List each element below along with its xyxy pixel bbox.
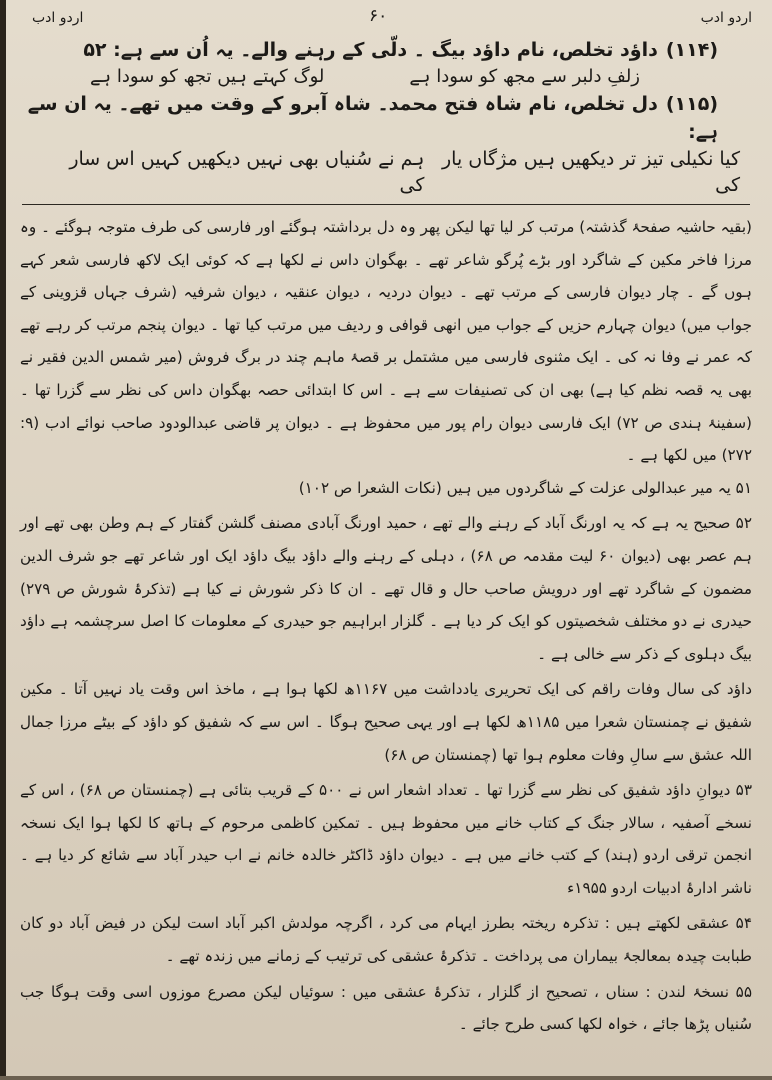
verse-couplet bbox=[14, 64, 758, 90]
footnote: ۵۱ یہ میر عبدالولی عزلت کے شاگردوں میں ہیں (نکات الشعرا ص ۱۰۲) bbox=[298, 478, 752, 497]
page-number: ۶۰ bbox=[369, 6, 388, 26]
page-header bbox=[14, 6, 758, 36]
entry-heading bbox=[14, 90, 718, 146]
footnote: (بقیہ حاشیہ صفحۂ گذشتہ) مرتب کر لیا تھا لیکن پھر وہ دل برداشتہ ہوگئے اور فارسی کی طرف متوجہ ہوگئے ۔ وہ مرزا فاخر مکین کے شاگرد اور بڑے پُرگو شاعر تھے ۔ بھگوان داس نے لکھا ہے کہ کوئی ایک لاکھ فارسی شعر کہے ہوں گے ۔ چار دیوان فارسی کے مرتب تھے ۔ دیوان دردیہ ، دیوان عنقیہ ، دیوان شرفیہ (شرف جہاں قزوینی کے جواب میں) دیوان چہارم حزیں کے جواب میں انھی قوافی و ردیف میں مرتب کیا تھا ۔ دیوان پنجم مرتب کر رہے تھے کہ عمر نے وفا نہ کی ۔ ایک مثنوی فارسی میں مشتمل بر قصۂ ماہم چند در برگ فروش (میر شمس الدین فقیر نے بھی یہ قصہ نظم کیا ہے) بھی ان کی تصنیفات سے ہے ۔ اس کا ابتدائی حصہ بھگوان داس کی نظر سے گزرا تھا ۔ (سفینۂ ہندی ص ۷۲) ایک فارسی دیوان رام پور میں محفوظ ہے ۔ دیوان پر قاضی عبدالودود صاحب نوائے ادب (۹: ۲۷۲) میں لکھا ہے ۔ bbox=[20, 218, 752, 465]
footnote: ۵۳ دیوانِ داؤد شفیق کی نظر سے گزرا تھا ۔ تعداد اشعار اس نے ۵۰۰ کے قریب بتائی ہے (چمنستان ص ۶۸) ، اس کے نسخے آصفیہ ، سالار جنگ کے کتاب خانے میں محفوظ ہیں ۔ تمکین کاظمی مرحوم کے ہاتھ کا لکھا ہوا ایک نسخہ انجمن ترقی اردو (ہند) کے کتب خانے میں ہے ۔ دیوان داؤد ڈاکٹر خالدہ خانم نے اب حیدر آباد سے شائع کر دیا ہے ۔ ناشر ادارۂ ادبیات اردو ۱۹۵۵ء bbox=[20, 781, 752, 897]
footnote: ۵۴ عشقی لکھتے ہیں : تذکرہ ریختہ بطرز ایہام می کرد ، اگرچہ مولدش اکبر آباد است لیکن در فیض آباد دو کان طبابت چیدہ بمعالجۂ بیماران می پرداخت ۔ تذکرۂ عشقی کی ترتیب کے زمانے میں زندہ تھے ۔ bbox=[20, 914, 752, 966]
footnote-divider bbox=[22, 204, 750, 205]
journal-title: اردو ادب bbox=[700, 10, 752, 26]
verse-line: زلفِ دلبر سے مجھ کو سودا ہے bbox=[409, 66, 640, 87]
entry-number: (۱۱۴) bbox=[665, 39, 718, 61]
footnote: ۵۵ نسخۂ لندن : سناں ، تصحیح از گلزار ، تذکرۂ عشقی میں : سوئیاں لیکن مصرع موزوں اسی وقت ہوگا جب سُنیاں پڑھا جائے ، خواہ لکھا کسی طرح جائے ۔ bbox=[20, 982, 752, 1034]
verse-line: کیا نکیلی تیز تر دیکھیں ہیں مژگاں یار کی bbox=[442, 148, 740, 196]
entry-text: دل تخلص، نام شاہ فتح محمد۔ شاہ آبرو کے وقت میں تھے۔ یہ ان سے ہے: bbox=[27, 93, 718, 143]
footnotes bbox=[14, 211, 758, 1041]
verse-line: لوگ کہتے ہیں تجھ کو سودا ہے bbox=[90, 66, 325, 87]
entry-heading bbox=[14, 36, 718, 64]
entry-text: داؤد تخلص، نام داؤد بیگ ۔ دلّی کے رہنے والے۔ یہ اُن سے ہے: ۵۲ bbox=[83, 39, 658, 61]
entry-number: (۱۱۵) bbox=[665, 93, 718, 115]
footnote: داؤد کی سال وفات راقم کی ایک تحریری یادداشت میں ۱۱۶۷ھ لکھا ہوا ہے ، ماخذ اس وقت یاد نہیں آتا ۔ مکین شفیق نے چمنستان شعرا میں ۱۱۸۵ھ لکھا ہے اور یہی صحیح ہوگا ۔ اس سے کہ شفیق کو داؤد کے بیٹے مرزا جمال اللہ عشق سے سالِ وفات معلوم ہوا تھا (چمنستان ص ۶۸) bbox=[20, 680, 752, 764]
journal-code: اردو ادب bbox=[32, 10, 84, 26]
verse-line: ہم نے سُنیاں بھی نہیں دیکھیں کہیں اس سار کی bbox=[69, 148, 425, 196]
main-text bbox=[14, 36, 758, 198]
verse-couplet bbox=[14, 146, 758, 198]
footnote: ۵۲ صحیح یہ ہے کہ یہ اورنگ آباد کے رہنے والے تھے ، حمید اورنگ آبادی مصنف گلشن گفتار کے ہم وطن بھی تھے اور ہم عصر بھی (دیوان ۶۰ لیت مقدمہ ص ۶۸) ، دہلی کے رہنے والے داؤد بیگ داؤد ایک اور شاعر تھے جو شرف الدین مضمون کے شاگرد تھے اور درویش صاحب حال و قال تھے ۔ ان کا ذکر شورش نے کیا ہے (تذکرۂ شورش ص ۲۷۹) حیدری نے دو مختلف شخصیتوں کو ایک کر دیا ہے ۔ گلزار ابراہیم جو حیدری کے معلومات کا اصل سرچشمہ ہے داؤد بیگ دہلوی کے ذکر سے خالی ہے ۔ bbox=[20, 514, 752, 663]
